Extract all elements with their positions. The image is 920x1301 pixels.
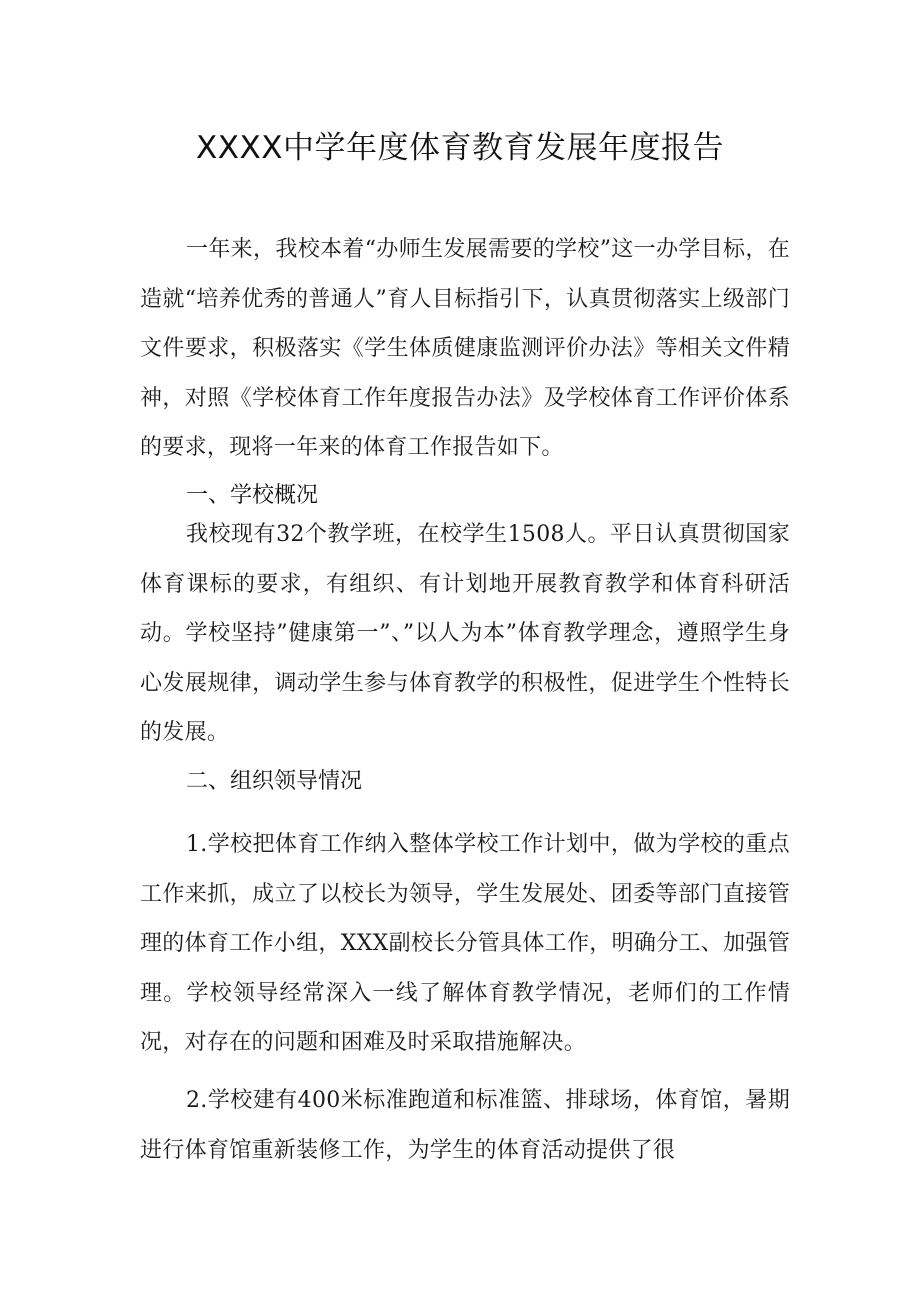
leadership-item-2: 2.学校建有400米标准跑道和标准篮、排球场，体育馆，暑期进行体育馆重新装修工作，为学生的体育活动提供了很: [140, 1088, 790, 1163]
section-heading-leadership: 二、组织领导情况: [186, 769, 363, 794]
leadership-item-1: 1.学校把体育工作纳入整体学校工作计划中，做为学校的重点工作来抓，成立了以校长为领导，学生发展处、团委等部门直接管理的体育工作小组，XXX副校长分管具体工作，明确分工、加强管理。学校领导经常深入一线了解体育教学情况，老师们的工作情况，对存在的问题和困难及时采取措施解决。: [140, 832, 790, 1055]
section-heading-school-overview: 一、学校概况: [186, 483, 319, 508]
intro-paragraph: 一年来，我校本着“办师生发展需要的学校”这一办学目标，在造就“培养优秀的普通人”育人目标指引下，认真贯彻落实上级部门文件要求，积极落实《学生体质健康监测评价办法》等相关文件精神，对照《学校体育工作年度报告办法》及学校体育工作评价体系的要求，现将一年来的体育工作报告如下。: [140, 237, 790, 460]
school-overview-paragraph: 我校现有32个教学班，在校学生1508人。平日认真贯彻国家体育课标的要求，有组织、有计划地开展教育教学和体育科研活动。学校坚持”健康第一”、”以人为本”体育教学理念，遵照学生身心发展规律，调动学生参与体育教学的积极性，促进学生个性特长的发展。: [140, 522, 790, 745]
document-title: XXXX中学年度体育教育发展年度报告: [196, 130, 724, 166]
